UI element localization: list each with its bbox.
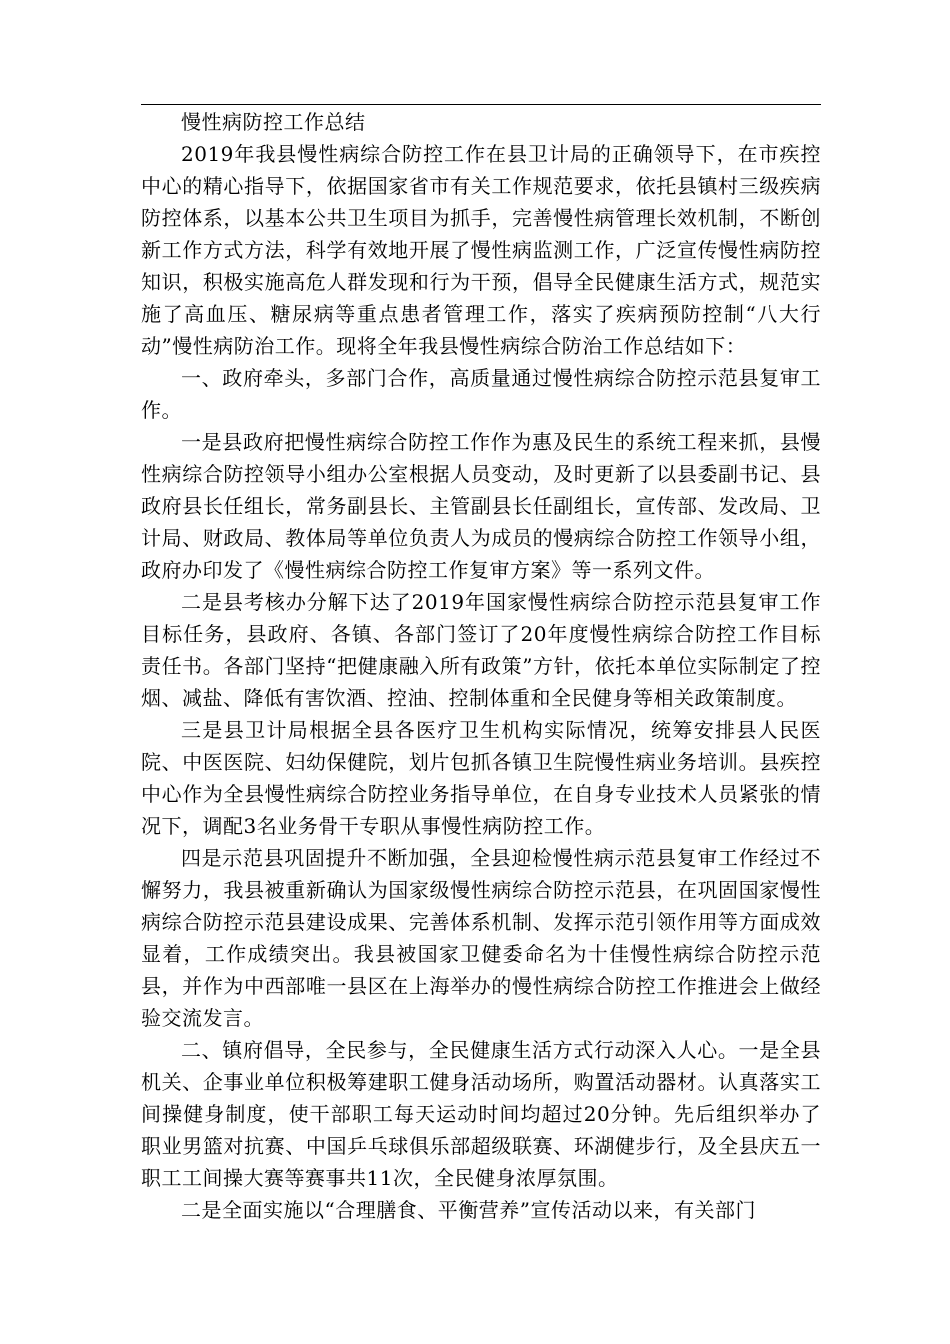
paragraph-intro: 2019年我县慢性病综合防控工作在县卫计局的正确领导下，在市疾控中心的精心指导下，依据国家省市有关工作规范要求，依托县镇村三级疾病防控体系，以基本公共卫生项目为抓手，完善慢性病管理长效机制，不断创新工作方式方法，科学有效地开展了慢性病监测工作，广泛宣传慢性病防控知识，积极实施高危人群发现和行为干预，倡导全民健康生活方式，规范实施了高血压、糖尿病等重点患者管理工作，落实了疾病预防控制“八大行动”慢性病防治工作。现将全年我县慢性病综合防治工作总结如下： xyxy=(141,142,821,358)
paragraph-point-2: 二是县考核办分解下达了2019年国家慢性病综合防控示范县复审工作目标任务，县政府、各镇、各部门签订了20年度慢性病综合防控工作目标责任书。各部门坚持“把健康融入所有政策”方针，依托本单位实际制定了控烟、减盐、降低有害饮酒、控油、控制体重和全民健身等相关政策制度。 xyxy=(141,590,821,710)
document-body xyxy=(141,106,821,1226)
paragraph-section-2: 二、镇府倡导，全民参与，全民健康生活方式行动深入人心。一是全县机关、企事业单位积极筹建职工健身活动场所，购置活动器材。认真落实工间操健身制度，使干部职工每天运动时间均超过20分钟。先后组织举办了职业男篮对抗赛、中国乒乓球俱乐部超级联赛、环湖健步行，及全县庆五一职工工间操大赛等赛事共11次，全民健身浓厚氛围。 xyxy=(141,1038,821,1190)
document-title: 慢性病防控工作总结 xyxy=(181,110,366,134)
header-rule xyxy=(141,104,821,105)
paragraph-point-4: 四是示范县巩固提升不断加强，全县迎检慢性病示范县复审工作经过不懈努力，我县被重新确认为国家级慢性病综合防控示范县，在巩固国家慢性病综合防控示范县建设成果、完善体系机制、发挥示范引领作用等方面成效显着，工作成绩突出。我县被国家卫健委命名为十佳慢性病综合防控示范县，并作为中西部唯一县区在上海举办的慢性病综合防控工作推进会上做经验交流发言。 xyxy=(141,846,821,1030)
paragraph-section-1-heading: 一、政府牵头，多部门合作，高质量通过慢性病综合防控示范县复审工作。 xyxy=(141,366,821,422)
paragraph-point-1: 一是县政府把慢性病综合防控工作作为惠及民生的系统工程来抓，县慢性病综合防控领导小组办公室根据人员变动，及时更新了以县委副书记、县政府县长任组长，常务副县长、主管副县长任副组长，宣传部、发改局、卫计局、财政局、教体局等单位负责人为成员的慢病综合防控工作领导小组，政府办印发了《慢性病综合防控工作复审方案》等一系列文件。 xyxy=(141,430,821,582)
paragraph-section-2-point-2: 二是全面实施以“合理膳食、平衡营养”宣传活动以来，有关部门 xyxy=(181,1198,756,1222)
paragraph-point-3: 三是县卫计局根据全县各医疗卫生机构实际情况，统筹安排县人民医院、中医医院、妇幼保健院，划片包抓各镇卫生院慢性病业务培训。县疾控中心作为全县慢性病综合防控业务指导单位，在自身专业技术人员紧张的情况下，调配3名业务骨干专职从事慢性病防控工作。 xyxy=(141,718,821,838)
